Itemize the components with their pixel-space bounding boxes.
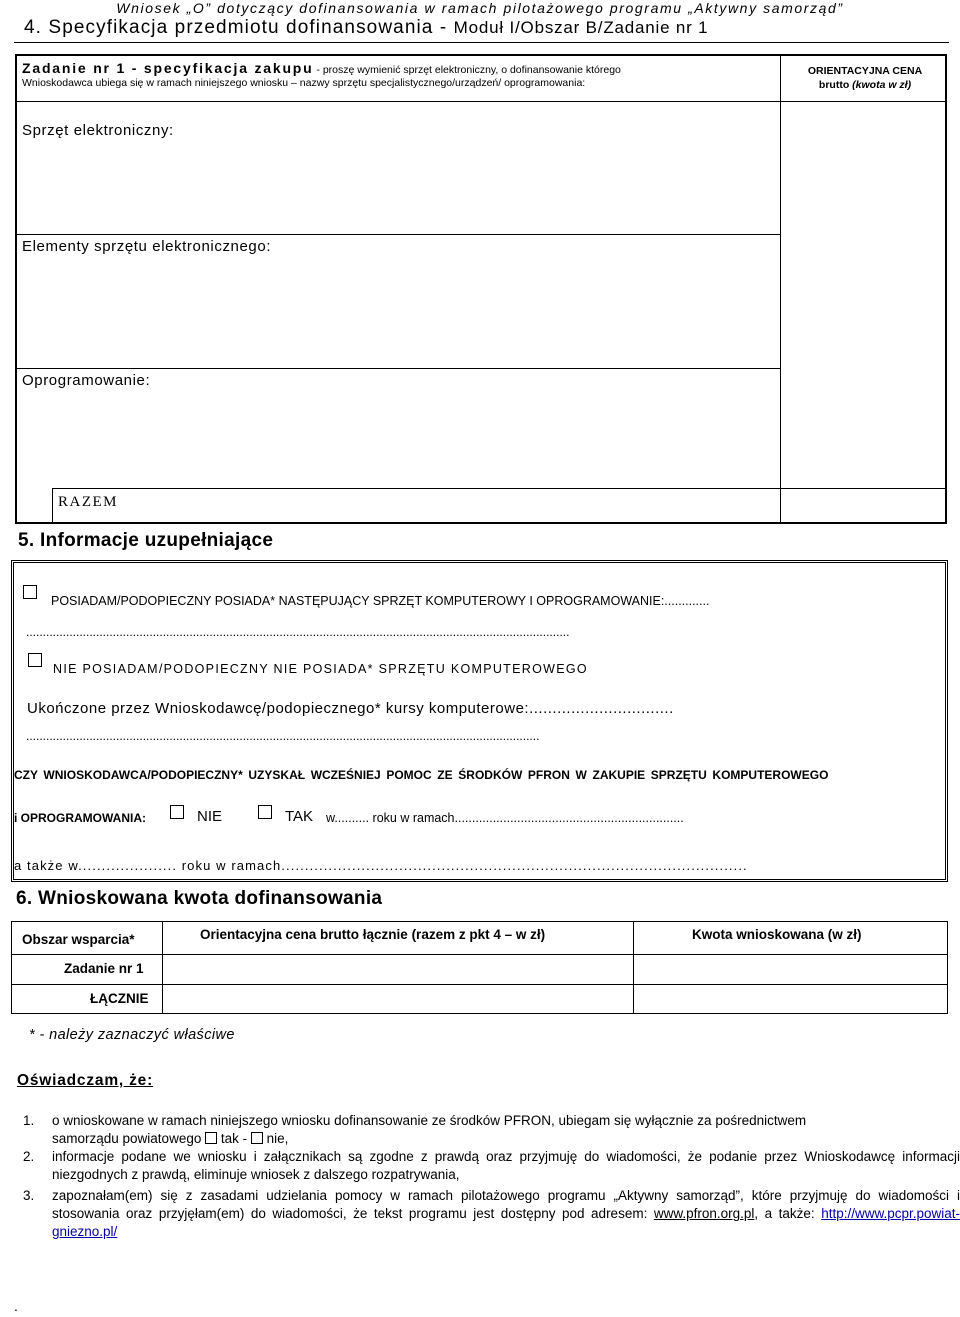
header-row-divider bbox=[17, 101, 945, 102]
spec-title bbox=[22, 62, 774, 90]
row-label-oprogramowanie: Oprogramowanie: bbox=[22, 372, 151, 389]
row-lacznie: ŁĄCZNIE bbox=[90, 991, 149, 1006]
nie-posiadam-text: NIE POSIADAM/PODOPIECZNY NIE POSIADA* SPRZĘTU KOMPUTEROWEGO bbox=[53, 662, 588, 676]
kursy-dots: .......................................................................................................................................................... bbox=[26, 729, 540, 743]
w-roku-text: w.......... roku w ramach.................................................................. bbox=[326, 811, 684, 825]
spec-title-bold: Zadanie nr 1 - specyfikacja zakupu bbox=[22, 60, 314, 76]
nie-label: NIE bbox=[197, 808, 223, 825]
row-label-razem: RAZEM bbox=[58, 494, 118, 510]
item3-text: zapoznałam(em) się z zasadami udzielania pomocy w ramach pilotażowego programu „Aktywny samorząd”, które przyjmuję do wiadomości i stosowania oraz przyjęłam(em) do wiadomości, że tekst programu jest dostępny pod adresem: bbox=[52, 1188, 960, 1221]
list-text bbox=[52, 1112, 960, 1148]
tak-label: TAK bbox=[285, 808, 314, 825]
funding-table bbox=[11, 921, 948, 1014]
section-4-heading bbox=[24, 16, 708, 40]
column-divider bbox=[162, 922, 163, 1013]
razem-left-border bbox=[52, 488, 53, 522]
pcpr-link[interactable]: http://www.pcpr.powiat-gniezno.pl/ bbox=[52, 1206, 960, 1239]
price-header-line1: ORIENTACYJNA CENA bbox=[807, 65, 923, 77]
col-cena-header: Orientacyjna cena brutto łącznie (razem z pkt 4 – w zł) bbox=[200, 927, 546, 942]
checkbox-tak[interactable] bbox=[258, 805, 272, 819]
spec-desc-1: - proszę wymienić sprzęt elektroniczny, o dofinansowanie którego bbox=[313, 64, 621, 76]
list-number: 2. bbox=[23, 1149, 35, 1164]
posiadam-text: POSIADAM/PODOPIECZNY POSIADA* NASTĘPUJĄCY SPRZĘT KOMPUTEROWY I OPROGRAMOWANIE:............. bbox=[51, 594, 710, 608]
item1-text-b: samorządu powiatowego bbox=[52, 1131, 206, 1146]
item1-text-a: o wnioskowane w ramach niniejszego wniosku dofinansowanie ze środków PFRON, ubiegam się wyłącznie za pośrednictwem bbox=[52, 1113, 807, 1128]
price-column-divider bbox=[780, 56, 781, 522]
list-number: 1. bbox=[23, 1113, 35, 1128]
razem-row-divider bbox=[52, 488, 945, 489]
footnote: * - należy zaznaczyć właściwe bbox=[29, 1027, 235, 1043]
list-item bbox=[23, 1187, 960, 1243]
price-column-header bbox=[785, 64, 945, 92]
list-number: 3. bbox=[23, 1188, 35, 1203]
row-zadanie: Zadanie nr 1 bbox=[64, 961, 144, 976]
heading-rule bbox=[14, 42, 949, 43]
item1-nie: nie, bbox=[262, 1131, 289, 1146]
list-text bbox=[52, 1187, 960, 1241]
list-item bbox=[23, 1112, 960, 1148]
czy-line-2: i OPROGRAMOWANIA: bbox=[14, 811, 146, 825]
footer-dot: . bbox=[14, 1298, 18, 1314]
pfron-link[interactable]: www.pfron.org.pl bbox=[653, 1206, 755, 1221]
checkbox-nie[interactable] bbox=[170, 805, 184, 819]
row-divider bbox=[12, 954, 947, 955]
czy-line-1: CZY WNIOSKODAWCA/PODOPIECZNY* UZYSKAŁ WCZEŚNIEJ POMOC ZE ŚRODKÓW PFRON W ZAKUPIE SPRZĘTU KOMPUTEROWEGO bbox=[14, 768, 829, 782]
posiadam-dots: ................................................................................................................................................................... bbox=[26, 625, 570, 639]
oswiadczam-heading: Oświadczam, że: bbox=[17, 1072, 154, 1089]
section-4-heading-sub: Moduł I/Obszar B/Zadanie nr 1 bbox=[453, 18, 709, 37]
kursy-text: Ukończone przez Wnioskodawcę/podopiecznego* kursy komputerowe:............................... bbox=[27, 700, 674, 717]
list-text: informacje podane we wniosku i załącznikach są zgodne z prawdą oraz przyjmuję do wiadomości, że podanie przez Wnioskodawcę informacji niezgodnych z prawdą, eliminuje wniosek z dalszego rozpatrywania, bbox=[52, 1149, 960, 1182]
row-divider bbox=[17, 368, 780, 369]
running-header: Wniosek „O” dotyczący dofinansowania w ramach pilotażowego programu „Aktywny samorząd” bbox=[116, 0, 844, 16]
row-divider bbox=[17, 234, 780, 235]
col-kwota-header: Kwota wnioskowana (w zł) bbox=[692, 927, 862, 942]
row-label-elementy: Elementy sprzętu elektronicznego: bbox=[22, 238, 272, 255]
list-item bbox=[23, 1148, 960, 1184]
col-obszar-header: Obszar wsparcia* bbox=[22, 932, 135, 947]
a-takze-text: a także w..................... roku w ramach................................................................................................... bbox=[14, 858, 748, 873]
section-6-heading: 6. Wnioskowana kwota dofinansowania bbox=[16, 888, 383, 909]
checkbox-tak-item[interactable] bbox=[205, 1132, 217, 1144]
specification-table bbox=[15, 54, 947, 524]
checkbox-nie-posiadam[interactable] bbox=[28, 653, 42, 667]
price-header-line2: brutto bbox=[818, 79, 853, 91]
price-header-unit: (kwota w zł) bbox=[852, 79, 912, 91]
supplementary-info-box bbox=[11, 560, 948, 882]
section-4-heading-main: 4. Specyfikacja przedmiotu dofinansowania - bbox=[24, 17, 454, 38]
checkbox-posiadam[interactable] bbox=[23, 585, 37, 599]
section-5-heading: 5. Informacje uzupełniające bbox=[18, 530, 274, 551]
item1-tak: tak - bbox=[217, 1131, 251, 1146]
spec-desc-2: Wnioskodawca ubiega się w ramach niniejszego wniosku – nazwy sprzętu specjalistycznego/urządzeń/ oprogramowania: bbox=[22, 77, 586, 89]
item3-mid: , a także: bbox=[754, 1206, 822, 1221]
row-label-sprzet: Sprzęt elektroniczny: bbox=[22, 122, 174, 139]
column-divider bbox=[633, 922, 634, 1013]
checkbox-nie-item[interactable] bbox=[251, 1132, 263, 1144]
row-divider bbox=[12, 984, 947, 985]
